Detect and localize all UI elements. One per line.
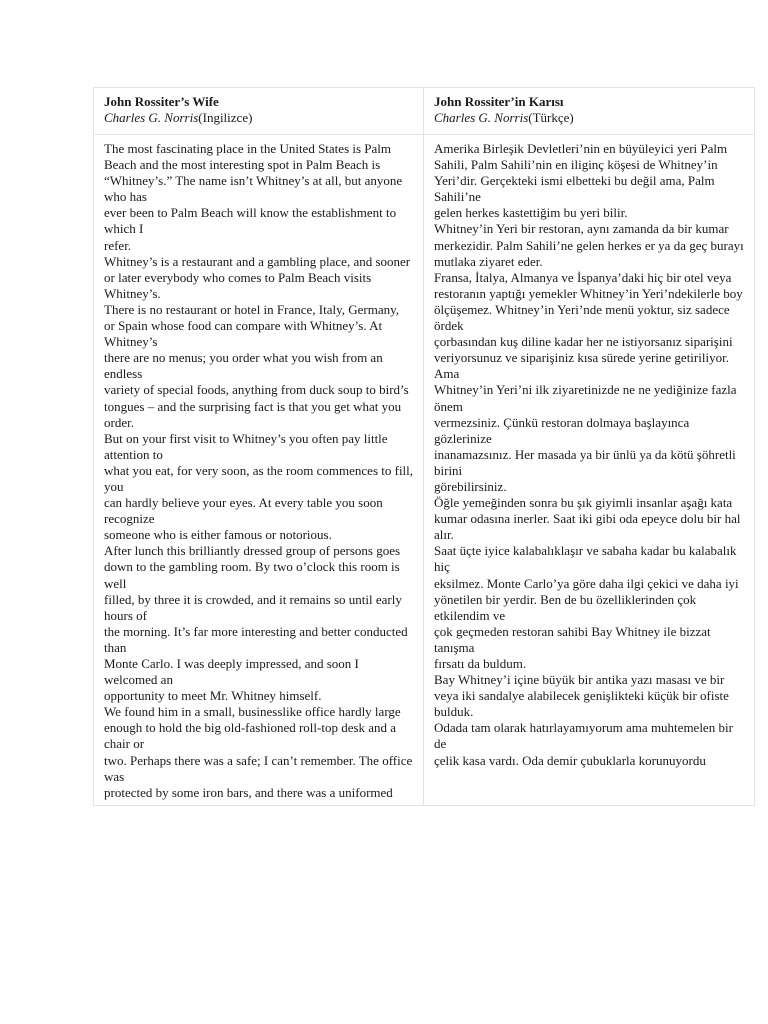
turkish-text-line: fırsatı da buldum. xyxy=(434,656,527,671)
english-text-line: there are no menus; you order what you wish from an endless xyxy=(104,350,383,382)
turkish-text-line: çok geçmeden restoran sahibi Bay Whitney ile bizzat tanışma xyxy=(434,623,711,655)
english-language-note: (Ingilizce) xyxy=(198,110,253,126)
turkish-text-line: çorbasından kuş diline kadar her ne istiyorsanız siparişini xyxy=(434,334,733,350)
turkish-author: Charles G. Norris xyxy=(434,110,529,126)
english-author: Charles G. Norris xyxy=(104,110,199,126)
english-text-line: Whitney’s is a restaurant and a gambling place, and sooner or later everybody who comes to Palm Beach visits xyxy=(104,253,411,285)
english-text-line: The most fascinating place in the United States is Palm xyxy=(104,141,392,156)
english-text-line: We found him in a small, businesslike office hardly large xyxy=(104,704,401,720)
turkish-text-line: ölçüşemez. Whitney’in Yeri’nde menü yoktur, siz sadece ördek xyxy=(434,301,730,334)
turkish-text-line: Amerika Birleşik Devletleri’nin en büyüleyici yeri Palm xyxy=(434,141,728,156)
english-text-line: variety of special foods, anything from duck soup to bird’s xyxy=(104,382,409,398)
turkish-text-line: çelik kasa vardı. Oda demir çubuklarla korunuyordu xyxy=(434,752,706,768)
turkish-text-line: Fransa, İtalya, Almanya ve İspanya’daki hiç bir otel veya xyxy=(434,269,732,285)
turkish-text-line: Bay Whitney’i içine büyük bir antika yazı masası ve bir xyxy=(434,672,725,688)
english-text-line: opportunity to meet Mr. Whitney himself. xyxy=(104,688,322,704)
english-text-line: ever been to Palm Beach will know the establishment to which I xyxy=(104,205,397,237)
turkish-text-line: Odada tam olarak hatırlayamıyorum ama muhtemelen bir de xyxy=(434,720,733,752)
turkish-text-line: yönetilen bir yerdir. Ben de bu özelliklerinden çok etkilendim ve xyxy=(434,591,697,623)
english-text-line: someone who is either famous or notorious. xyxy=(104,527,332,543)
english-text-line: refer. xyxy=(104,237,132,253)
english-text-line: or Spain whose food can compare with Whitney’s. At Whitney’s xyxy=(104,318,383,350)
turkish-title: John Rossiter’in Karısı xyxy=(434,94,564,109)
turkish-text-line: Whitney’in Yeri bir restoran, aynı zamanda da bir kumar xyxy=(434,221,729,237)
turkish-text-line: gelen herkes kastettiğim bu yeri bilir. xyxy=(434,205,628,221)
english-text-line: can hardly believe your eyes. At every table you soon recognize xyxy=(104,495,383,527)
english-text-cell xyxy=(94,135,424,806)
english-title: John Rossiter’s Wife xyxy=(104,94,219,109)
english-text-line: filled, by three it is crowded, and it remains so until early hours of xyxy=(104,591,402,623)
turkish-text-line: eksilmez. Monte Carlo’ya göre daha ilgi çekici ve daha iyi xyxy=(434,575,739,591)
turkish-text-line: veriyorsunuz ve siparişiniz kısa sürede yerine getiriliyor. Ama xyxy=(434,350,729,382)
turkish-header-cell xyxy=(424,88,755,135)
english-header-cell xyxy=(94,88,424,135)
turkish-text-line: görebilirsiniz. xyxy=(434,478,507,494)
english-text-line: two. Perhaps there was a safe; I can’t remember. The office was xyxy=(104,752,413,784)
english-text-line: tongues – and the surprising fact is that you get what you order. xyxy=(104,398,402,430)
english-text-line: “Whitney’s.” The name isn’t Whitney’s at all, but anyone who has xyxy=(104,173,403,205)
english-text-line: After lunch this brilliantly dressed group of persons goes xyxy=(104,543,401,559)
turkish-text-line: veya iki sandalye alabilecek genişlikteki küçük bir ofiste bulduk. xyxy=(434,688,729,720)
english-text-line: There is no restaurant or hotel in France, Italy, Germany, xyxy=(104,301,400,317)
turkish-text-line: inanamazsınız. Her masada ya bir ünlü ya da kötü şöhretli birini xyxy=(434,446,736,478)
turkish-text-line: Saat üçte iyice kalabalıklaşır ve sabaha kadar bu kalabalık hiç xyxy=(434,543,737,575)
turkish-text-line: restoranın yaptığı yemekler Whitney’in Yeri’ndekilerle boy xyxy=(434,285,743,301)
english-text-line: what you eat, for very soon, as the room commences to fill, you xyxy=(104,462,414,494)
turkish-language-note: (Türkçe) xyxy=(528,110,574,126)
english-text-line: But on your first visit to Whitney’s you often pay little attention to xyxy=(104,430,388,462)
english-text-line: protected by some iron bars, and there was a uniformed xyxy=(104,784,393,800)
turkish-text-line: kumar odasına inerler. Saat iki gibi oda epeyce dolu bir hal alır. xyxy=(434,511,741,543)
english-text-line: Monte Carlo. I was deeply impressed, and soon I welcomed an xyxy=(104,656,359,688)
turkish-text-cell xyxy=(424,135,755,806)
english-text-line: Beach and the most interesting spot in Palm Beach is xyxy=(104,157,381,173)
turkish-text-line: merkezidir. Palm Sahili’ne gelen herkes er ya da geç burayı xyxy=(434,237,744,253)
body-row xyxy=(94,135,755,806)
turkish-text-line: vermezsiniz. Çünkü restoran dolmaya başlayınca gözlerinize xyxy=(434,414,690,446)
english-text-line: enough to hold the big old-fashioned roll-top desk and a chair or xyxy=(104,720,397,752)
turkish-text-line: mutlaka ziyaret eder. xyxy=(434,253,543,269)
english-text-line: the morning. It’s far more interesting and better conducted than xyxy=(104,623,408,655)
header-row xyxy=(94,88,755,135)
turkish-text-line: Yeri’dir. Gerçekteki ismi elbetteki bu değil ama, Palm Sahili’ne xyxy=(434,173,715,205)
bilingual-table xyxy=(93,87,755,806)
turkish-text-line: Öğle yemeğinden sonra bu şık giyimli insanlar aşağı kata xyxy=(434,495,733,511)
turkish-text-line: Whitney’in Yeri’ni ilk ziyaretinizde ne ne yediğinize fazla önem xyxy=(434,382,737,414)
turkish-text-line: Sahili, Palm Sahili’nin en iliginç köşesi de Whitney’in xyxy=(434,157,718,173)
english-text-line: down to the gambling room. By two o’clock this room is well xyxy=(104,559,400,591)
english-text-line: Whitney’s. xyxy=(104,285,161,301)
